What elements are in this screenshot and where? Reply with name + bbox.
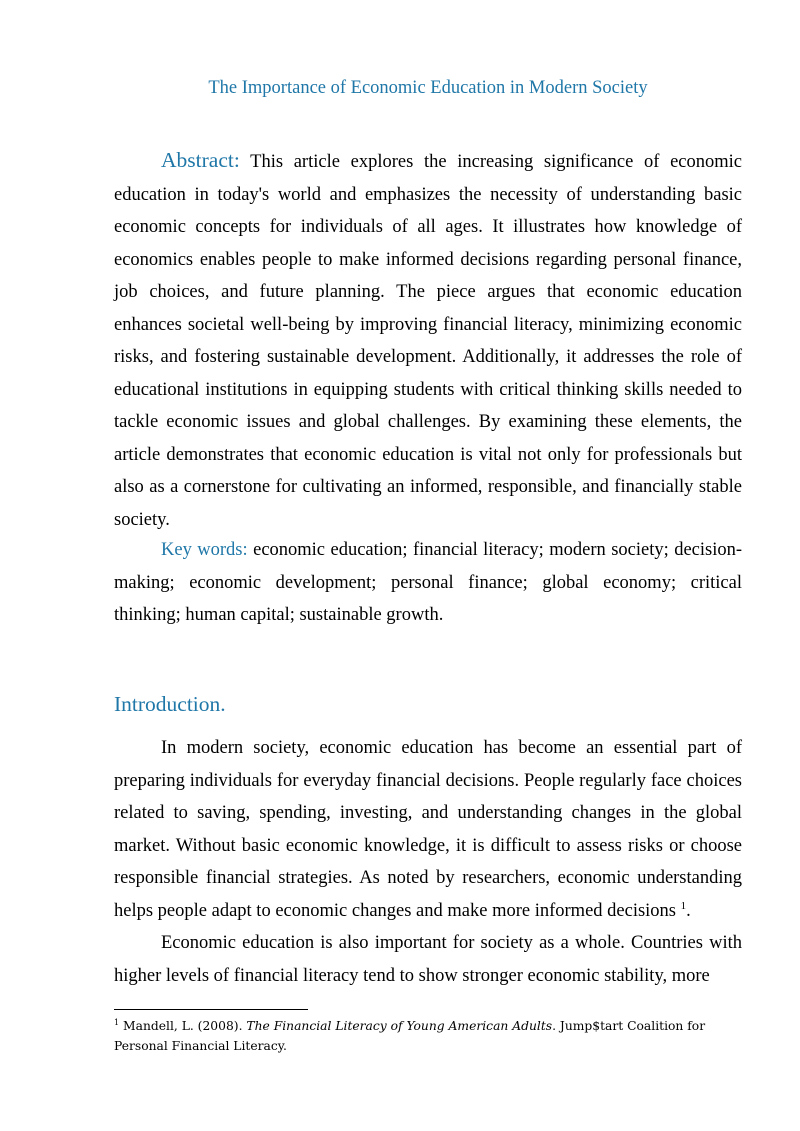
footnote-separator	[114, 1009, 308, 1010]
abstract-label: Abstract:	[161, 148, 240, 172]
document-title: The Importance of Economic Education in Modern Society	[208, 78, 648, 98]
abstract-text: This article explores the increasing significance of economic education in today's world and emphasizes the necessity of understanding basic economic concepts for individuals of all ages. It illustrates how knowledge of economics enables people to make informed decisions regarding personal finance, job choices, and future planning. The piece argues that economic education enhances societal well-being by improving financial literacy, minimizing economic risks, and fostering sustainable development. Additionally, it addresses the role of educational institutions in equipping students with critical thinking skills needed to tackle economic issues and global challenges. By examining these elements, the article demonstrates that economic education is vital not only for professionals but also as a cornerstone for cultivating an informed, responsible, and financially stable society.	[114, 152, 742, 530]
introduction-paragraph-1	[114, 732, 742, 927]
footnote-work-title: The Financial Literacy of Young American Adults	[246, 1019, 553, 1033]
introduction-paragraph-2: Economic education is also important for society as a whole. Countries with higher levels of financial literacy tend to show stronger economic stability, more	[114, 933, 742, 986]
document-page	[114, 0, 742, 1131]
footnote-reference[interactable]: 1	[680, 899, 687, 912]
footnote-number: 1	[114, 1017, 120, 1027]
footnote	[114, 1016, 742, 1056]
footnote-publisher: . Jump$tart Coalition for Personal Financial Literacy.	[114, 1019, 706, 1053]
keywords-paragraph	[114, 534, 742, 632]
keywords-text: economic education; financial literacy; modern society; decision-making; economic development; personal finance; global economy; critical thinking; human capital; sustainable growth.	[114, 540, 743, 625]
introduction-paragraph-1-text: In modern society, economic education has become an essential part of preparing individuals for everyday financial decisions. People regularly face choices related to saving, spending, investing, and understanding changes in the global market. Without basic economic knowledge, it is difficult to assess risks or choose responsible financial strategies. As noted by researchers, economic understanding helps people adapt to economic changes and make more informed decisions	[114, 738, 742, 921]
abstract-paragraph	[114, 144, 742, 536]
introduction-paragraph-1-end: .	[686, 900, 691, 921]
keywords-label: Key words:	[161, 540, 248, 560]
introduction-heading: Introduction.	[114, 692, 226, 716]
footnote-author: Mandell, L. (2008).	[123, 1019, 243, 1033]
